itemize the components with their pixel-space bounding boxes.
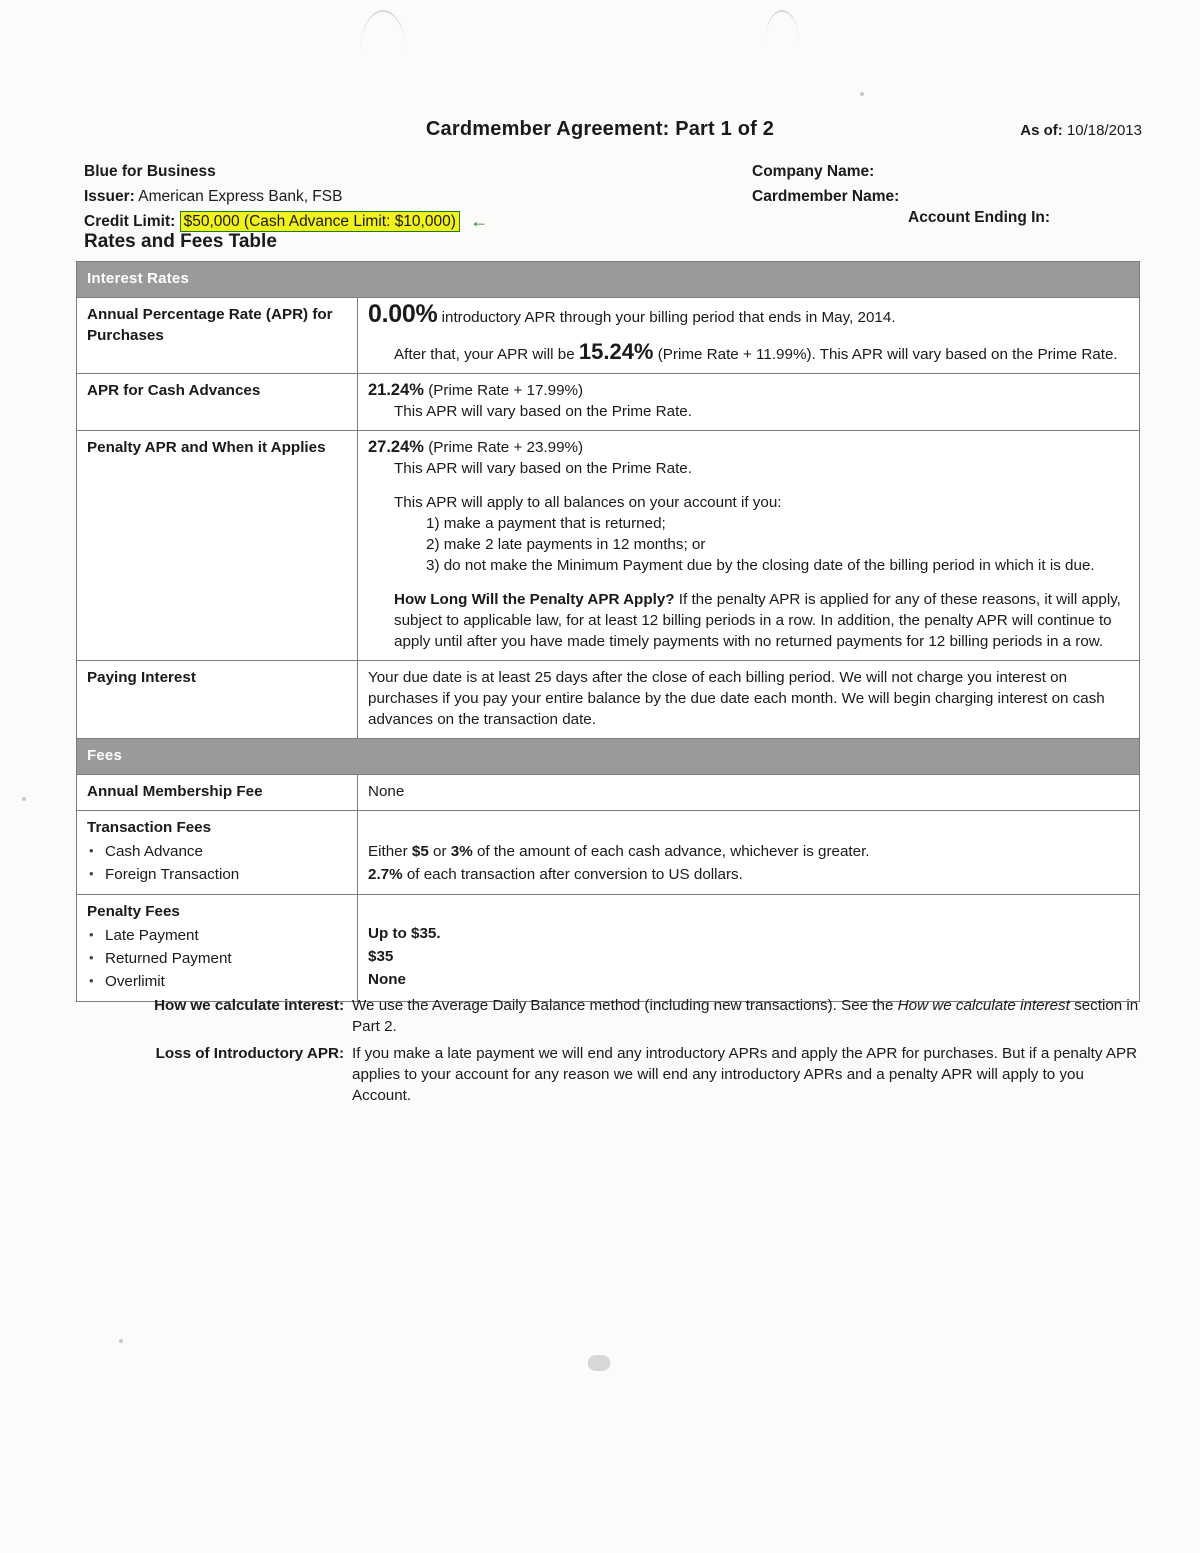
as-of-value: 10/18/2013 bbox=[1066, 122, 1142, 139]
footnote-text-italic: How we calculate interest bbox=[897, 997, 1070, 1014]
cash-advance-apr-rate: 21.24% bbox=[368, 381, 424, 399]
cash-advance-apr-rate-line bbox=[368, 380, 1131, 401]
foreign-transaction-fee-post: of each transaction after conversion to US dollars. bbox=[402, 866, 743, 883]
scan-artifact-curl-left bbox=[360, 10, 406, 52]
rates-and-fees-table bbox=[76, 261, 1140, 1002]
list-item: • Late Payment bbox=[87, 924, 349, 947]
spacer bbox=[368, 576, 1131, 589]
footnote-text-pre: We use the Average Daily Balance method (including new transactions). See the bbox=[352, 997, 898, 1014]
penalty-fees-label: Penalty Fees bbox=[87, 903, 180, 920]
cash-advance-fee-pre: Either bbox=[368, 843, 412, 860]
cash-advance-apr-vary: This APR will vary based on the Prime Rate. bbox=[394, 403, 692, 420]
footnote-text: If you make a late payment we will end any introductory APRs and apply the APR for purchases. But if a penalty APR applies to your account for any reason we will end any introductory APRs and a penalty APR will apply to you Account. bbox=[352, 1045, 1138, 1104]
transaction-fees-items bbox=[87, 840, 349, 886]
penalty-apr-condition-1: 1) make a payment that is returned; bbox=[426, 515, 666, 532]
table-row-annual-fee bbox=[77, 775, 1140, 811]
table-row-purchase-apr bbox=[77, 298, 1140, 374]
purchase-apr-after-rate: 15.24% bbox=[578, 339, 654, 364]
table-row-cash-advance-apr bbox=[77, 374, 1140, 431]
foreign-transaction-fee-percent: 2.7% bbox=[368, 866, 403, 883]
penalty-apr-how-long bbox=[394, 589, 1131, 652]
list-item: • Foreign Transaction bbox=[87, 863, 349, 886]
as-of-label: As of: bbox=[1020, 122, 1063, 139]
purchase-apr-intro-rate: 0.00% bbox=[368, 300, 438, 328]
annual-fee-value: None bbox=[358, 775, 1140, 811]
penalty-apr-rate-line bbox=[368, 437, 1131, 458]
overlimit-fee-value: None bbox=[368, 971, 406, 988]
cash-advance-apr-label: APR for Cash Advances bbox=[77, 374, 358, 431]
footnote-text-post: section in Part 2. bbox=[352, 997, 1139, 1035]
cash-advance-fee-mid: or bbox=[428, 843, 451, 860]
section-header-fees-label: Fees bbox=[77, 739, 1140, 775]
footnote-loss-of-introductory-apr bbox=[76, 1043, 1146, 1106]
issuer-label: Issuer: bbox=[84, 188, 135, 205]
scan-smudge bbox=[588, 1355, 610, 1371]
purchase-apr-after-prefix: After that, your APR will be bbox=[394, 346, 575, 363]
penalty-apr-rate-suffix: (Prime Rate + 23.99%) bbox=[428, 439, 584, 456]
list-item: • Cash Advance bbox=[87, 840, 349, 863]
section-header-interest-rates-label: Interest Rates bbox=[77, 262, 1140, 298]
rates-and-fees-title: Rates and Fees Table bbox=[84, 231, 277, 252]
scan-speck bbox=[22, 797, 26, 801]
penalty-apr-applies-intro: This APR will apply to all balances on your account if you: bbox=[394, 494, 782, 511]
purchase-apr-label: Annual Percentage Rate (APR) for Purchases bbox=[77, 298, 358, 374]
table-row-paying-interest bbox=[77, 661, 1140, 739]
issuer-line bbox=[84, 184, 488, 209]
returned-payment-fee-value: $35 bbox=[368, 948, 394, 965]
purchase-apr-after-line bbox=[394, 341, 1131, 365]
transaction-fees-values bbox=[358, 811, 1140, 895]
credit-limit-highlight: $50,000 (Cash Advance Limit: $10,000) bbox=[180, 211, 460, 232]
product-name: Blue for Business bbox=[84, 163, 216, 180]
as-of-date bbox=[1020, 122, 1142, 139]
table-row-penalty-apr bbox=[77, 431, 1140, 661]
list-item: • Overlimit bbox=[87, 970, 349, 993]
penalty-fees-items bbox=[87, 924, 349, 993]
annual-fee-label: Annual Membership Fee bbox=[77, 775, 358, 811]
table-row-penalty-fees bbox=[77, 895, 1140, 1002]
late-payment-fee-value: Up to $35. bbox=[368, 925, 441, 942]
penalty-apr-condition-2: 2) make 2 late payments in 12 months; or bbox=[426, 536, 706, 553]
penalty-apr-label: Penalty APR and When it Applies bbox=[77, 431, 358, 661]
scan-speck bbox=[860, 92, 864, 96]
scan-speck bbox=[119, 1339, 123, 1343]
cash-advance-fee-amount: $5 bbox=[411, 843, 429, 860]
header-right-block bbox=[752, 159, 899, 209]
penalty-apr-value bbox=[358, 431, 1140, 661]
account-ending-label: Account Ending In: bbox=[908, 209, 1051, 226]
page-title: Cardmember Agreement: Part 1 of 2 bbox=[425, 118, 775, 140]
cash-advance-fee-post: of the amount of each cash advance, whichever is greater. bbox=[472, 843, 870, 860]
footnote-label: Loss of Introductory APR: bbox=[155, 1045, 344, 1062]
transaction-fees-label-cell bbox=[77, 811, 358, 895]
footnote-text bbox=[352, 995, 1146, 1037]
paying-interest-label: Paying Interest bbox=[77, 661, 358, 739]
foreign-transaction-fee-line bbox=[368, 863, 1131, 886]
scan-artifact-curl-right bbox=[765, 10, 799, 42]
penalty-apr-how-long-label: How Long Will the Penalty APR Apply? bbox=[394, 591, 675, 608]
penalty-apr-condition-3: 3) do not make the Minimum Payment due by the closing date of the billing period in which it is due. bbox=[426, 557, 1095, 574]
issuer-value: American Express Bank, FSB bbox=[138, 188, 343, 205]
list-item: • Returned Payment bbox=[87, 947, 349, 970]
purchase-apr-after-suffix: (Prime Rate + 11.99%). This APR will vary based on the Prime Rate. bbox=[657, 346, 1118, 363]
cash-advance-apr-rate-suffix: (Prime Rate + 17.99%) bbox=[428, 382, 584, 399]
penalty-apr-rate: 27.24% bbox=[368, 438, 424, 456]
spacer bbox=[368, 328, 1131, 341]
paying-interest-value: Your due date is at least 25 days after the close of each billing period. We will not charge you interest on purchases if you pay your entire balance by the due date each month. We will begin charging interest on cash advances on the transaction date. bbox=[358, 661, 1140, 739]
arrow-left-icon: ← bbox=[470, 211, 489, 231]
section-header-interest-rates bbox=[77, 262, 1140, 298]
purchase-apr-value bbox=[358, 298, 1140, 374]
penalty-apr-vary: This APR will vary based on the Prime Rate. bbox=[394, 460, 692, 477]
section-header-fees bbox=[77, 739, 1140, 775]
company-name-label: Company Name: bbox=[752, 163, 875, 180]
credit-limit-label: Credit Limit: bbox=[84, 213, 176, 230]
cash-advance-apr-value bbox=[358, 374, 1140, 431]
penalty-fees-label-cell bbox=[77, 895, 358, 1002]
spacer bbox=[368, 479, 1131, 492]
footnote-label: How we calculate interest: bbox=[154, 997, 344, 1014]
table-row-transaction-fees bbox=[77, 811, 1140, 895]
footnotes bbox=[76, 995, 1146, 1112]
cardmember-name-label: Cardmember Name: bbox=[752, 188, 900, 205]
cash-advance-fee-percent: 3% bbox=[450, 843, 473, 860]
purchase-apr-intro-line bbox=[368, 300, 1131, 328]
header-left-block bbox=[84, 159, 488, 234]
footnote-how-we-calculate-interest bbox=[76, 995, 1146, 1037]
purchase-apr-intro-text: introductory APR through your billing period that ends in May, 2014. bbox=[441, 309, 896, 326]
cash-advance-fee-line bbox=[368, 840, 1131, 863]
penalty-apr-how-long-text: If the penalty APR is applied for any of these reasons, it will apply, subject to applicable law, for at least 12 billing periods in a row. In addition, the penalty APR will continue to apply until after you have made timely payments with no returned payments for 12 billing periods in a row. bbox=[394, 591, 1121, 650]
transaction-fees-label: Transaction Fees bbox=[87, 819, 212, 836]
penalty-fees-values bbox=[358, 895, 1140, 1002]
